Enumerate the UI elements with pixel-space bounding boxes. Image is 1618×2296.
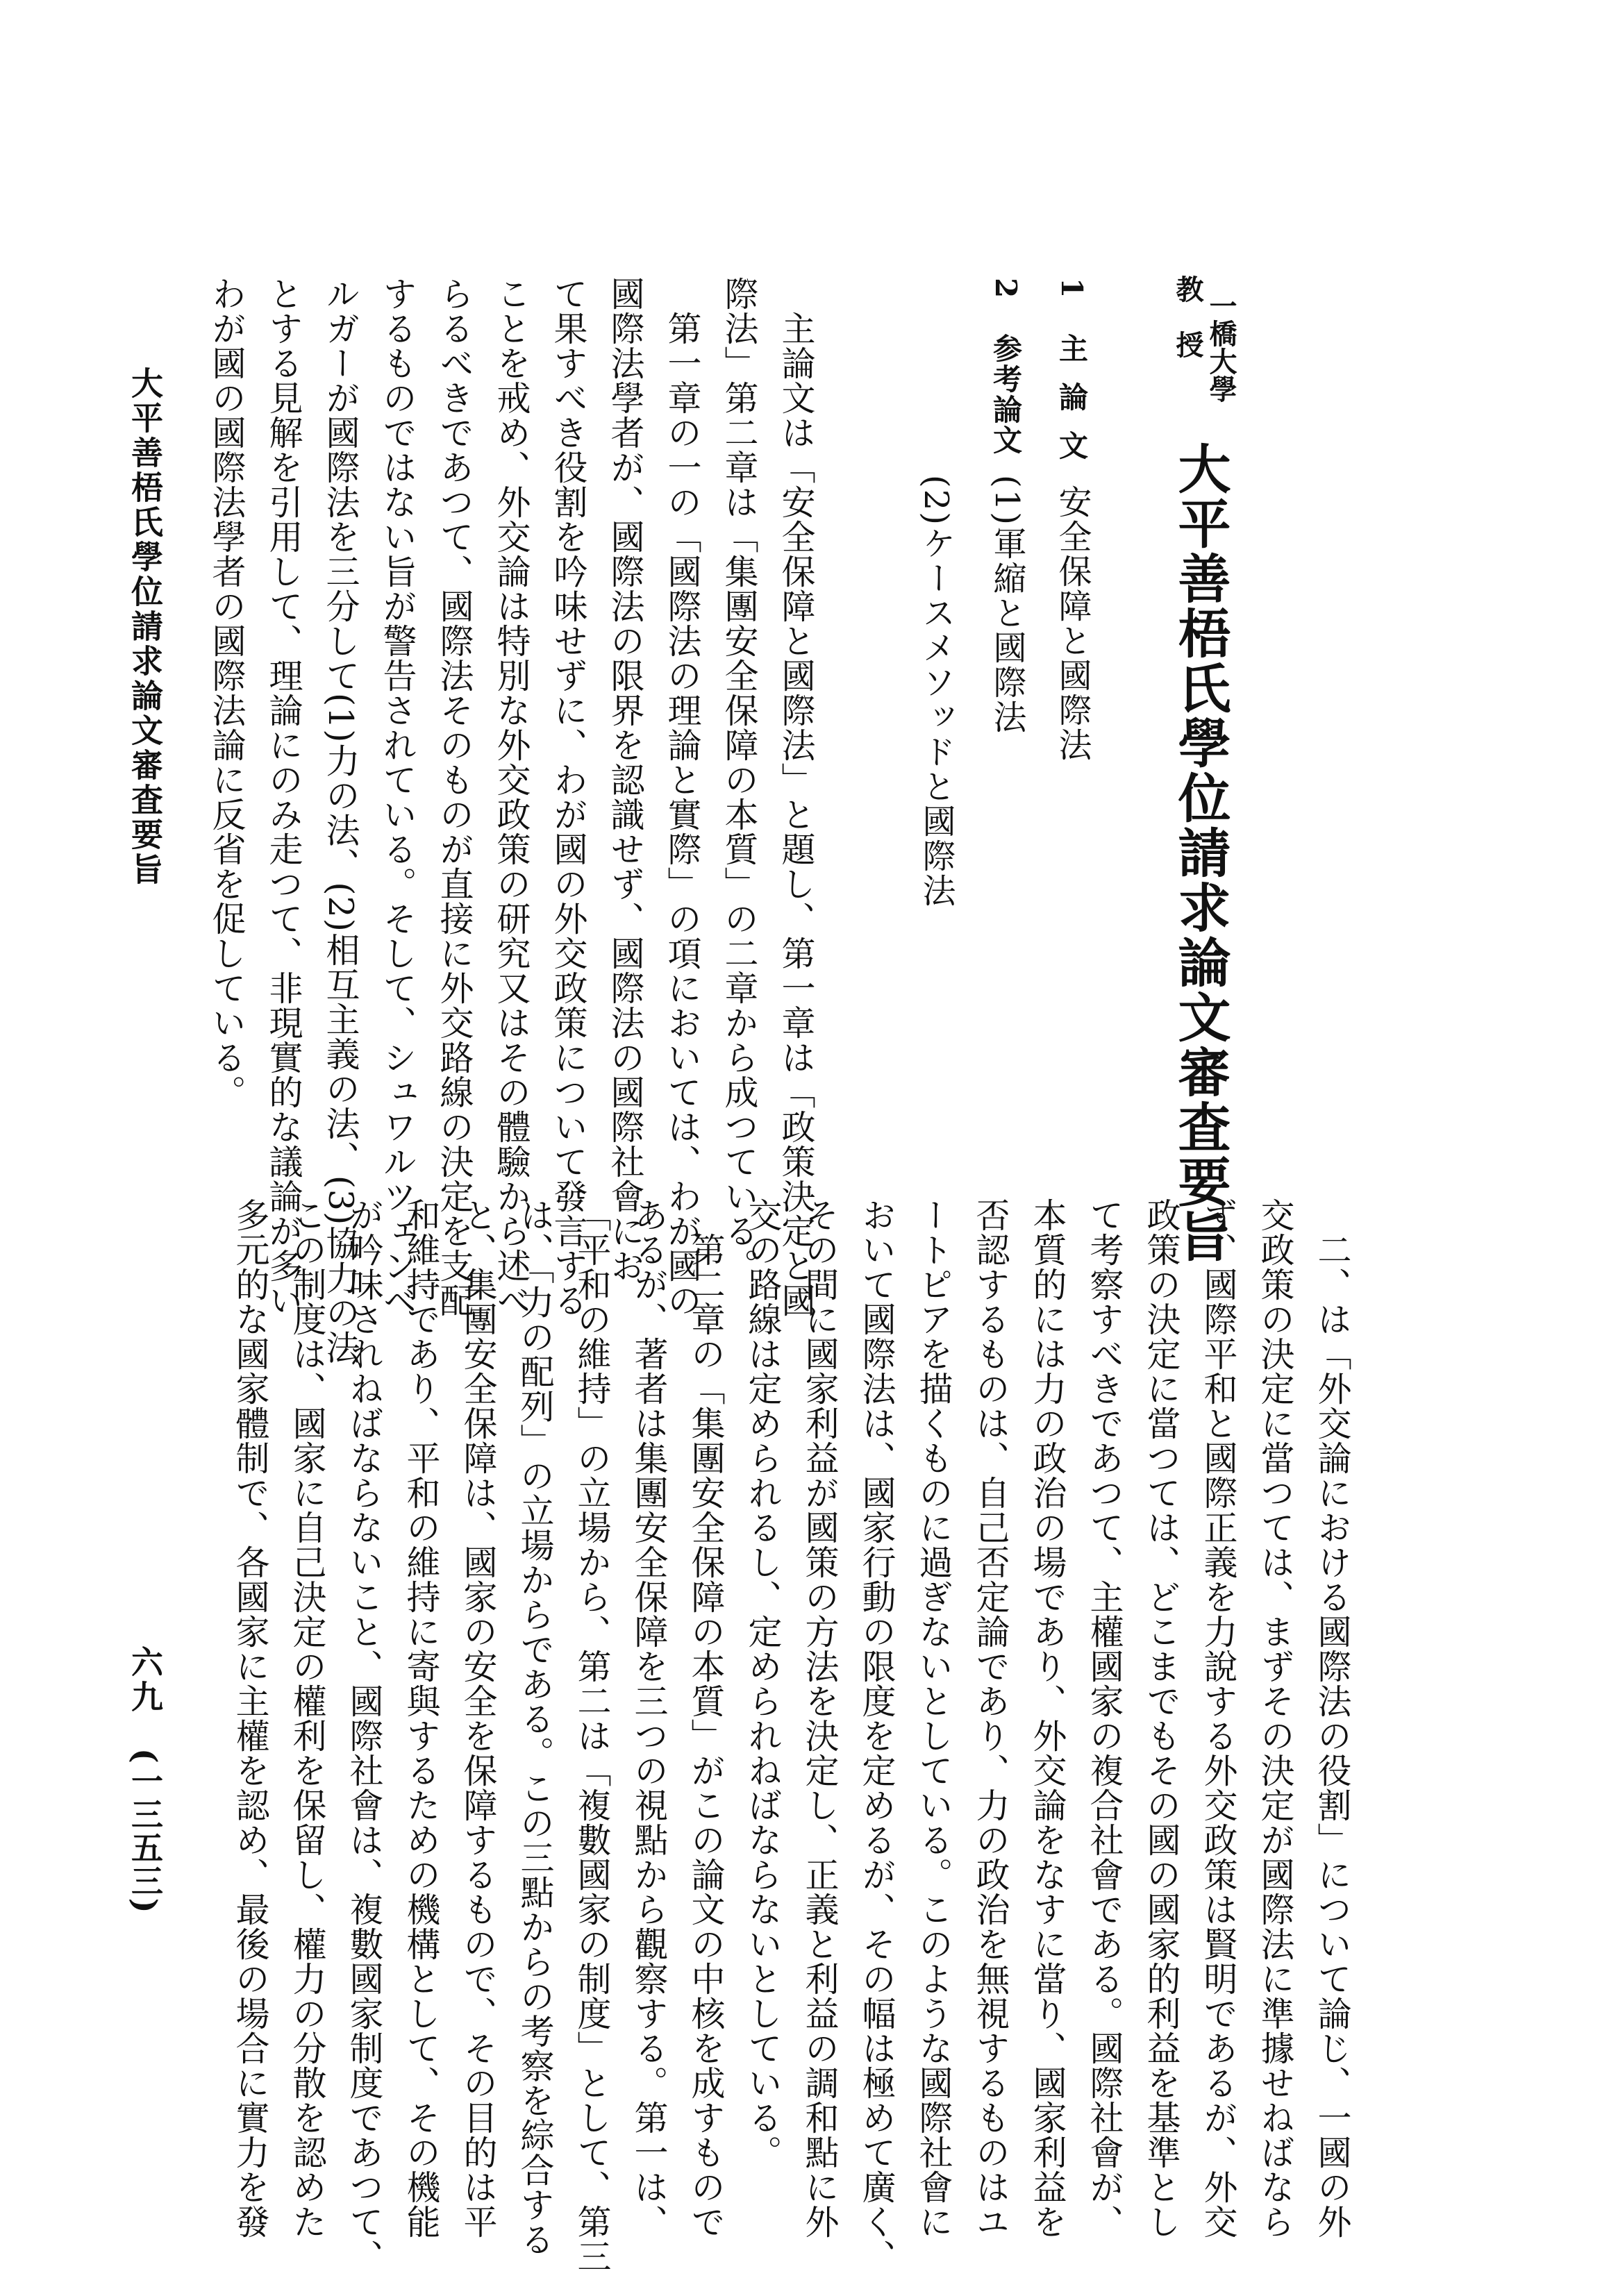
text-column: ことを戒め、外交論は特別な外交政策の研究又はその體驗から述べ [492, 276, 531, 1318]
item-1-label: 主論文 [1055, 333, 1089, 479]
item-2-label: 参考論文 [989, 333, 1023, 455]
text-column: 「平和の維持」の立場から、第二は「複數國家の制度」として、第三 [572, 1198, 612, 2274]
text-column: その間に國家利益が國策の方法を決定し、正義と利益の調和點に外 [800, 1198, 840, 2239]
text-column: らるべきであつて、國際法そのものが直接に外交路線の決定を支配 [435, 276, 474, 1318]
main-thesis-title: 安全保障と國際法 [1053, 485, 1092, 762]
item-1-number: 1 [1055, 278, 1089, 299]
text-column: 本質的には力の政治の場であり、外交論をなすに當り、國家利益を [1028, 1198, 1067, 2239]
affiliation-position: 教 授 [1171, 275, 1204, 358]
text-column: 交政策の決定に當つては、まずその決定が國際法に準據せねばなら [1256, 1198, 1295, 2239]
text-column: 第一章の一の「國際法の理論と實際」の項においては、わが國の [662, 276, 702, 1318]
reference-thesis-1-title: (1)軍縮と國際法 [987, 475, 1026, 735]
text-column: て果すべき役割を吟味せずに、わが國の外交政策について發言する [549, 276, 588, 1318]
text-column: この制度は、國家に自己決定の權利を保留し、權力の分散を認めた [287, 1198, 327, 2239]
text-column: ートピアを描くものに過ぎないとしている。このような國際社會に [914, 1198, 953, 2239]
page-title: 大平善梧氏學位請求論文審査要旨 [1169, 442, 1231, 1264]
text-column: おいて國際法は、國家行動の限度を定めるが、その幅は極めて廣く、 [857, 1198, 896, 2274]
text-column: が吟味されねばならないこと、國際社會は、複數國家制度であつて、 [344, 1198, 384, 2274]
text-column: ず、國際平和と國際正義を力說する外交政策は賢明であるが、外交 [1199, 1198, 1238, 2239]
text-column: 二、は「外交論における國際法の役割」について論じ、一國の外 [1312, 1198, 1352, 2239]
continuous-page-number: (一三五三) [126, 1748, 164, 1915]
text-column: ルガーが國際法を三分して(1)力の法、(2)相互主義の法、(3)協力の法 [321, 276, 360, 1365]
text-column: 第二章の「集團安全保障の本質」がこの論文の中核を成すもので [686, 1198, 726, 2239]
text-column: 交の路線は定められるし、定められねばならないとしている。 [743, 1198, 783, 2170]
text-column: て考察すべきであつて、主權國家の複合社會である。國際社會が、 [1085, 1198, 1124, 2239]
running-title: 大平善梧氏學位請求論文審査要旨 [126, 367, 164, 887]
text-column: とする見解を引用して、理論にのみ走つて、非現實的な議論が多い [264, 276, 303, 1318]
text-column: 際法」第二章は「集團安全保障の本質」の二章から成つている。 [719, 276, 759, 1283]
text-column: 政策の決定に當つては、どこまでもその國の國家的利益を基準とし [1142, 1198, 1181, 2239]
text-column: 和維持であり、平和の維持に寄與するための機構として、その機能 [401, 1198, 441, 2239]
text-column: するものではない旨が警告されている。そして、シュワルツェンベ [378, 276, 417, 1318]
text-column: と、集團安全保障は、國家の安全を保障するもので、その目的は平 [458, 1198, 498, 2239]
affiliation-university: 一橋大學 [1205, 292, 1237, 403]
text-column: 國際法學者が、國際法の限界を認識せず、國際法の國際社會にお [606, 276, 645, 1283]
text-column: あるが、著者は集團安全保障を三つの視點から觀察する。第一は、 [629, 1198, 669, 2239]
reference-thesis-2-title: (2)ケースメソッドと國際法 [917, 475, 956, 908]
text-column: 否認するものは、自己否定論であり、力の政治を無視するものはユ [971, 1198, 1010, 2239]
page-number: 六九 [126, 1645, 164, 1715]
text-column: 主論文は「安全保障と國際法」と題し、第一章は「政策決定と國 [776, 276, 816, 1318]
text-column: 多元的な國家體制で、各國家に主權を認め、最後の場合に實力を發 [231, 1198, 270, 2239]
text-column: は、「力の配列」の立場からである。この三點からの考察を綜合する [515, 1198, 555, 2257]
item-2-number: 2 [989, 278, 1023, 299]
text-column: わが國の國際法學者の國際法論に反省を促している。 [207, 276, 247, 1109]
